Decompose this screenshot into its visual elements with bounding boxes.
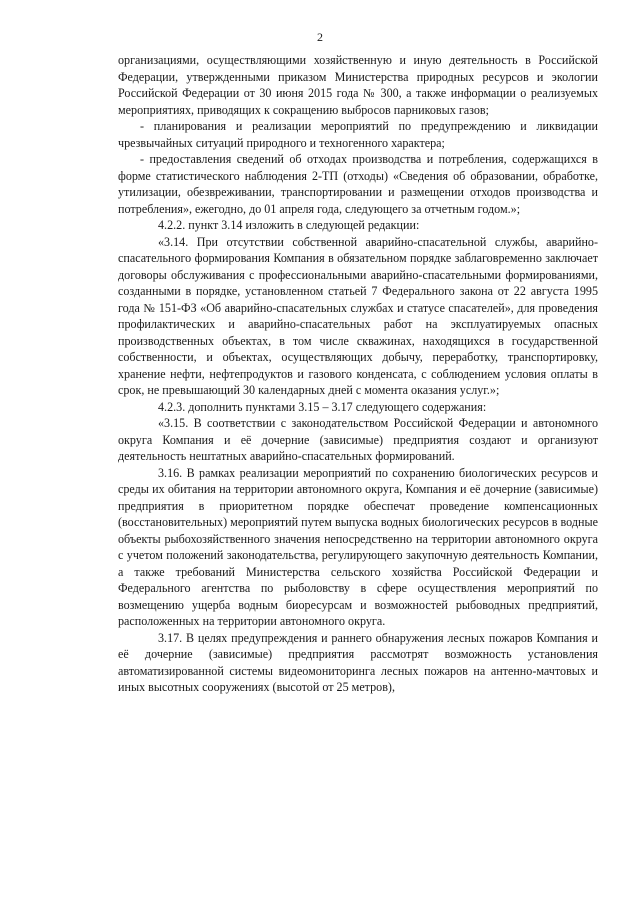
paragraph-list-item-waste: - предоставления сведений об отходах производства и потребления, содержащихся в форме статистического наблюдения 2-ТП (отходы) «Сведения об образовании, обработке, утилизации, обезвреживании, транспортировании и размещении отходов производства и потребления», ежегодно, до 01 апреля года, следующего за отчетным годом.»; (118, 152, 598, 216)
paragraph-clause-3-17: 3.17. В целях предупреждения и раннего обнаружения лесных пожаров Компания и её дочерние (зависимые) предприятия рассмотрят возможность установления автоматизированной системы видеомониторинга лесных пожаров на антенно-мачтовых и иных высотных сооружениях (высотой от 25 метров), (118, 630, 598, 694)
paragraph-clause-3-16: 3.16. В рамках реализации мероприятий по сохранению биологических ресурсов и среды их обитания на территории автономного округа, Компания и её дочерние (зависимые) предприятия в приоритетном порядке обеспечат проведение компенсационных (восстановительных) мероприятий путем выпуска водных биологических ресурсов в водные объекты рыбохозяйственного значения непосредственно на территории автономного округа с учетом положений законодательства, регулирующего закупочную деятельность Компании, а также требований Министерства сельского хозяйства Российской Федерации и Федерального агентства по рыболовству в сфере осуществления мероприятий по возмещению ущерба водным биоресурсам и возможностей рыбоводных предприятий, расположенных на территории автономного округа. (118, 465, 598, 628)
paragraph-clause-4-2-3: 4.2.3. дополнить пунктами 3.15 – 3.17 следующего содержания: (158, 399, 487, 414)
paragraph-clause-3-15: «3.15. В соответствии с законодательством Российской Федерации и автономного округа Компания и её дочерние (зависимые) предприятия создают и организуют деятельность нештатных аварийно-спасательных формирований. (118, 416, 598, 463)
paragraph-list-item-emergency: - планирования и реализации мероприятий по предупреждению и ликвидации чрезвычайных ситуаций природного и техногенного характера; (118, 119, 598, 150)
paragraph-clause-3-14: «3.14. При отсутствии собственной аварийно-спасательной службы, аварийно-спасательного формирования Компания в обязательном порядке заблаговременно заключает договоры обслуживания с профессиональными аварийно-спасательными формированиями, созданными в порядке, установленном статьей 7 Федерального закона от 22 августа 1995 года № 151-ФЗ «Об аварийно-спасательных службах и статусе спасателей», для проведения профилактических и аварийно-спасательных работ на эксплуатируемых опасных производственных объектах, в том числе скважинах, находящихся в государственной собственности, и объектах, осуществляющих добычу, переработку, транспортировку, хранение нефти, нефтепродуктов и газового конденсата, с соблюдением условия оплаты в срок, не превышающий 30 календарных дней с момента оказания услуг.»; (118, 234, 598, 397)
document-body (118, 52, 598, 696)
page-number: 2 (317, 30, 323, 44)
paragraph-continuation: организациями, осуществляющими хозяйственную и иную деятельность в Российской Федерации, утвержденными приказом Министерства природных ресурсов и экологии Российской Федерации от 30 июня 2015 года № 300, а также информации о реализуемых мероприятиях, приводящих к сокращению выбросов парниковых газов; (118, 53, 598, 117)
paragraph-clause-4-2-2: 4.2.2. пункт 3.14 изложить в следующей редакции: (158, 218, 420, 232)
